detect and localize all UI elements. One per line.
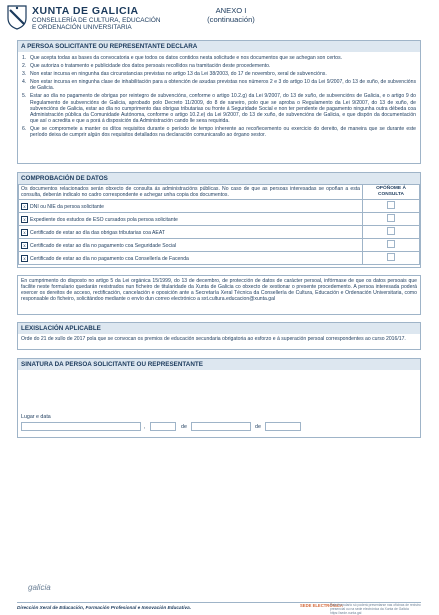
declaration-item-number: 5.	[22, 93, 27, 100]
data-check-label: Certificado de estar ao día no pagamento coa Seguridade Social	[30, 242, 177, 249]
declaration-item	[22, 93, 416, 123]
data-check-label: DNI ou NIE da persoa solicitante	[30, 203, 104, 210]
annex-title: ANEXO I (continuación)	[207, 6, 255, 24]
declaration-item-number: 4.	[22, 79, 27, 86]
legislation-title: LEXISLACIÓN APLICABLE	[18, 323, 420, 334]
declaration-item-text: Non estar incursa en ningunha clase de inhabilitación para a obtención de axudas previstas nos números 2 e 3 do artigo 10 da Lei 9/2007, do 13 de xuño, de subvencións de Galicia.	[30, 79, 416, 92]
oppose-column-header: OPÓÑOME Á CONSULTA	[363, 185, 420, 200]
oppose-checkbox[interactable]	[387, 253, 395, 261]
document-header	[6, 4, 433, 36]
check-mark-icon: x	[21, 203, 28, 210]
legislation-text: Orde do 21 de xullo de 2017 pola que se convocan os premios de educación secundaria obrigatoria ao esforzo e á superación persoal correspondentes ao curso 2016/17.	[21, 336, 406, 342]
declaration-list	[22, 55, 416, 138]
data-check-row	[19, 213, 420, 226]
privacy-section	[17, 275, 421, 315]
declaration-section	[17, 40, 421, 164]
privacy-text: En cumprimento do disposto no artigo 5 da Lei orgánica 15/1999, do 13 de decembro, de protección de datos de carácter persoal, infórmase de que os datos persoais que facilite neste formulario quedarán rexistrados nun ficheiro de titularidade da Xunta de Galicia co obxecto de xestionar o presente procedemento. A persoa interesada poderá exercer os dereitos de acceso, rectificación, cancelación e oposición ante a Secretaría Xeral Técnica da Consellería de Cultura, Educación e Ordenación Universitaria, como responsable do ficheiro, solicitándoo mediante o envío dun correo electrónico a sxt.cultura.educacion@xunta.gal	[21, 278, 417, 303]
legislation-section	[17, 322, 421, 350]
data-check-row	[19, 226, 420, 239]
check-mark-icon: x	[21, 229, 28, 236]
data-check-row	[19, 239, 420, 252]
data-check-row	[19, 200, 420, 213]
org-department: CONSELLERÍA DE CULTURA, EDUCACIÓN E ORDENACIÓN UNIVERSITARIA	[32, 17, 161, 31]
de-label-1: de	[181, 424, 187, 430]
data-check-intro: Os documentos relacionados serán obxecto de consulta ás administracións públicas. No caso de que as persoas interesadas se opoñan a esta consulta, deberán indicalo no cadro correspondente e achegar unha copia dos documentos.	[19, 185, 363, 200]
declaration-item	[22, 63, 416, 69]
declaration-item-text: Non estar incursa en ningunha das circunstancias previstas no artigo 13 da Lei 38/2003, do 17 de novembro, xeral de subvencións.	[30, 71, 327, 78]
data-check-label: Certificado de estar ao día das obrigas tributarias coa AEAT	[30, 229, 165, 236]
data-check-section	[17, 172, 421, 268]
place-input[interactable]	[21, 422, 141, 431]
declaration-item-number: 2.	[22, 63, 27, 70]
check-mark-icon: x	[21, 255, 28, 262]
declaration-item	[22, 126, 416, 138]
org-name: XUNTA DE GALICIA	[32, 5, 139, 17]
sede-electronica-badge[interactable]: SEDE ELECTRÓNICA	[300, 603, 343, 608]
oppose-checkbox[interactable]	[387, 227, 395, 235]
de-label-2: de	[255, 424, 261, 430]
declaration-title: A PERSOA SOLICITANTE OU REPRESENTANTE DECLARA	[18, 41, 420, 52]
declaration-item-text: Que se compromete a manter os dítos requisitos durante o período de tempo inherente ao recoñecemento ou exercicio do dereito, de maneira que se durante este período deixa de cumprir algún dos requisitos detallados na declaración comunicarallo ao órgano xestor.	[30, 125, 416, 139]
data-check-label: Expediente dos estudos de ESO cursados pola persoa solicitante	[30, 216, 178, 223]
page-footer	[0, 575, 439, 615]
data-check-row	[19, 252, 420, 265]
directorate-text: Dirección Xeral de Educación, Formación Profesional e Innovación Educativa.	[17, 605, 192, 610]
galicia-logo: galicia	[28, 583, 51, 592]
xunta-logo-icon	[6, 4, 28, 30]
data-check-table	[18, 184, 420, 265]
declaration-item-text: Que acepta todas as bases da convocatoria e que todos os datos contidos nesta solicitude e nos documentos que se achegan son certos.	[30, 55, 343, 61]
declaration-item-number: 6.	[22, 125, 27, 132]
oppose-checkbox[interactable]	[387, 214, 395, 222]
year-input[interactable]	[265, 422, 301, 431]
check-mark-icon: x	[21, 216, 28, 223]
declaration-item-number: 3.	[22, 71, 27, 78]
oppose-checkbox[interactable]	[387, 201, 395, 209]
oppose-checkbox[interactable]	[387, 240, 395, 248]
data-check-label: Certificado de estar ao día no pagamento coa Consellería de Facenda	[30, 255, 189, 262]
declaration-item	[22, 71, 416, 77]
signature-title: SINATURA DA PERSOA SOLICITANTE OU REPRESENTANTE	[18, 359, 420, 370]
declaration-item-number: 1.	[22, 55, 27, 61]
comma-separator: ,	[144, 424, 146, 430]
declaration-item	[22, 79, 416, 91]
month-input[interactable]	[191, 422, 251, 431]
sede-text: Este formulario só poderá presentarse nas oficinas de rexistro presencial ou na sede electrónica da Xunta de Galicia https://sede.xunta.gal	[330, 603, 421, 615]
data-check-title: COMPROBACIÓN DE DATOS	[18, 173, 420, 184]
place-date-label: Lugar e data	[21, 414, 51, 420]
check-mark-icon: x	[21, 242, 28, 249]
declaration-item-text: Que autoriza o tratamento e publicidade dos datos persoais recollidos na tramitación deste procedemento.	[30, 63, 271, 70]
declaration-item	[22, 55, 416, 61]
day-input[interactable]	[150, 422, 176, 431]
declaration-item-text: Estar ao día no pagamento de obrigas por reintegro de subvencións, conforme o artigo 10.2.g) da Lei 9/2007, do 13 de xuño, de subvencións de Galicia, e o artigo 9 do Regulamento de subvencións de Galicia, aprobado polo Decreto 11/2009, do 8 de xaneiro, polo que se aproba o Regulamento da Lei 9/2007, do 13 de xuño, de subvencións de Galicia, estar ao día no cumprimento das obrigas tributarias ou fronte á Seguridade Social e non ter pendente de pagamento ningunha outra débeda coa Administración pública da Comunidade Autónoma, conforme o artigo 10.2.e) da Lei 9/2007, do 13 de xuño, de subvencións de Galicia, e que dispón da documentación que así o acredita e que a porá á disposición da Administración cando lle sexa requirida.	[30, 93, 416, 124]
